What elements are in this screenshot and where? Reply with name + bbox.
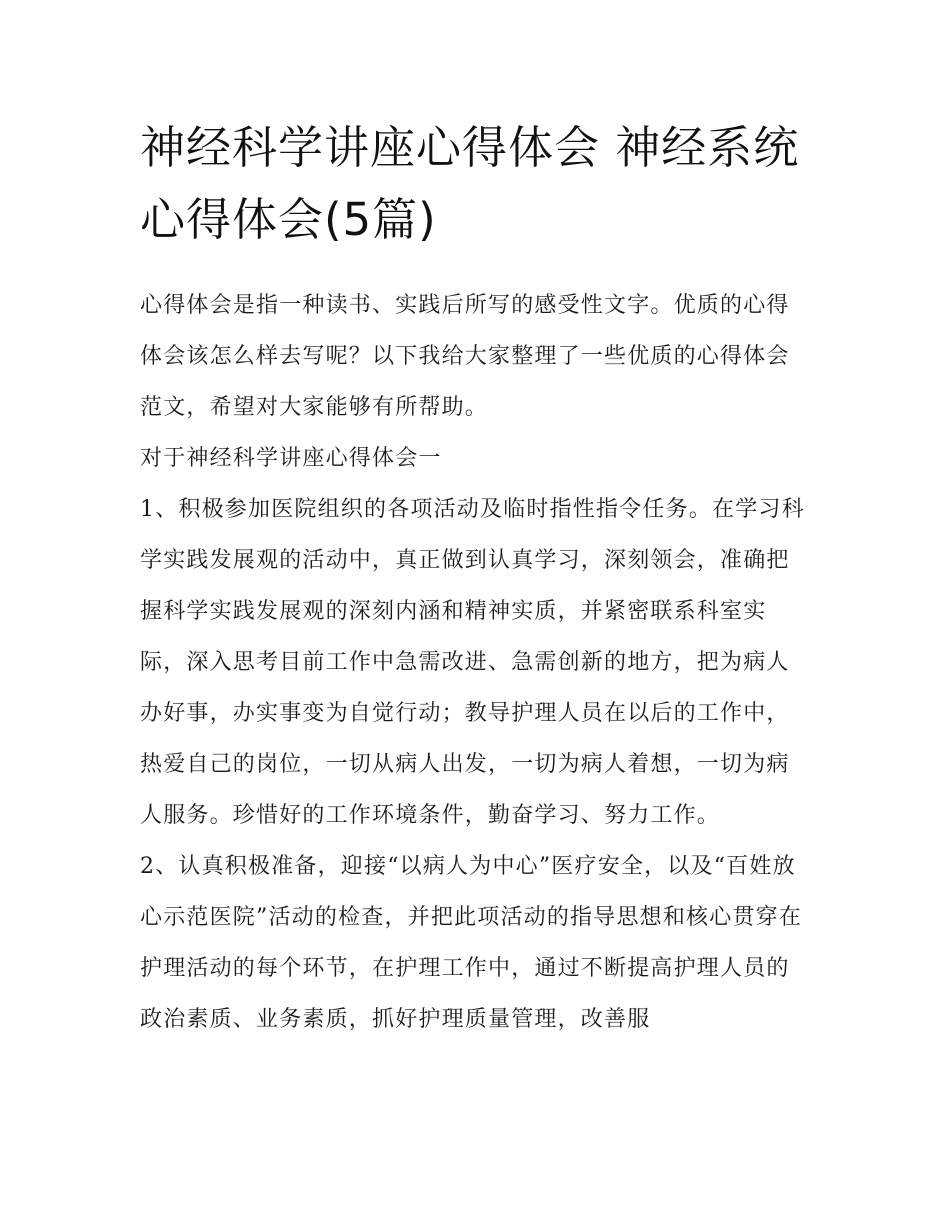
document-page (140, 112, 812, 1045)
body-paragraph-2: 2、认真积极准备，迎接“以病人为中心”医疗安全，以及“百姓放心示范医院”活动的检查，并把此项活动的指导思想和核心贯穿在护理活动的每个环节，在护理工作中，通过不断提高护理人员的政治素质、业务素质，抓好护理质量管理，改善服 (140, 854, 803, 1032)
document-title: 神经科学讲座心得体会 神经系统心得体会(5篇) (140, 121, 800, 246)
intro-paragraph: 心得体会是指一种读书、实践后所写的感受性文字。优质的心得体会该怎么样去写呢？以下我给大家整理了一些优质的心得体会范文，希望对大家能够有所帮助。 (140, 293, 790, 420)
body-paragraph-1: 1、积极参加医院组织的各项活动及临时指性指令任务。在学习科学实践发展观的活动中，真正做到认真学习，深刻领会，准确把握科学实践发展观的深刻内涵和精神实质，并紧密联系科室实际，深入思考目前工作中急需改进、急需创新的地方，把为病人办好事，办实事变为自觉行动；教导护理人员在以后的工作中，热爱自己的岗位，一切从病人出发，一切为病人着想，一切为病人服务。珍惜好的工作环境条件，勤奋学习、努力工作。 (140, 497, 805, 828)
section-heading: 对于神经科学讲座心得体会一 (140, 446, 442, 471)
document-body (140, 280, 812, 1045)
